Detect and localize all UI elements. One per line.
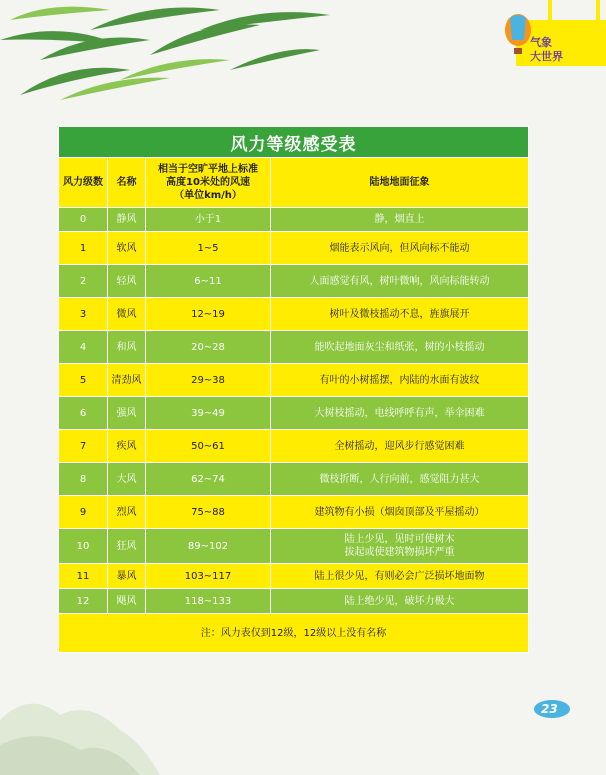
wind-description-cell: 微枝折断，人行向前，感觉阻力甚大 xyxy=(271,463,529,496)
wind-speed-cell: 62~74 xyxy=(146,463,271,496)
header-name: 名称 xyxy=(108,158,146,208)
wind-description-cell xyxy=(271,529,529,564)
wind-description-cell: 有叶的小树摇摆，内陆的水面有波纹 xyxy=(271,364,529,397)
header-phenomena: 陆地地面征象 xyxy=(271,158,529,208)
wind-description-line2: 拔起或使建筑物损坏严重 xyxy=(344,547,455,558)
table-header-row xyxy=(59,158,529,208)
wind-name-cell: 静风 xyxy=(108,208,146,232)
header-speed xyxy=(146,158,271,208)
wind-description-cell: 能吹起地面灰尘和纸张，树的小枝摇动 xyxy=(271,331,529,364)
wind-speed-cell: 75~88 xyxy=(146,496,271,529)
wind-description-cell: 陆上很少见，有则必会广泛损坏地面物 xyxy=(271,564,529,589)
wind-name-cell: 疾风 xyxy=(108,430,146,463)
wind-level-cell: 5 xyxy=(59,364,108,397)
wind-name-cell: 轻风 xyxy=(108,265,146,298)
wind-scale-table xyxy=(58,126,529,653)
wind-name-cell: 暴风 xyxy=(108,564,146,589)
willow-leaves-decoration xyxy=(0,0,340,110)
wind-name-cell: 飓风 xyxy=(108,589,146,614)
wind-speed-cell: 103~117 xyxy=(146,564,271,589)
wind-name-cell: 清劲风 xyxy=(108,364,146,397)
wind-speed-cell: 小于1 xyxy=(146,208,271,232)
mountain-decoration xyxy=(0,680,160,775)
wind-level-cell: 7 xyxy=(59,430,108,463)
wind-speed-cell: 20~28 xyxy=(146,331,271,364)
table-row xyxy=(59,232,529,265)
wind-speed-cell: 6~11 xyxy=(146,265,271,298)
wind-description-cell: 人面感觉有风，树叶微响，风向标能转动 xyxy=(271,265,529,298)
wind-description-cell: 建筑物有小损（烟囱顶部及平屋摇动） xyxy=(271,496,529,529)
table-row xyxy=(59,430,529,463)
wind-level-cell: 11 xyxy=(59,564,108,589)
wind-level-cell: 3 xyxy=(59,298,108,331)
table-row xyxy=(59,265,529,298)
wind-description-line1: 陆上少见，见时可使树木 xyxy=(344,534,455,545)
table-row xyxy=(59,496,529,529)
wind-level-cell: 2 xyxy=(59,265,108,298)
header-level: 风力级数 xyxy=(59,158,108,208)
wind-description-cell: 静，烟直上 xyxy=(271,208,529,232)
wind-speed-cell: 39~49 xyxy=(146,397,271,430)
wind-speed-cell: 118~133 xyxy=(146,589,271,614)
table-note-row xyxy=(59,614,529,653)
wind-description-cell: 烟能表示风向，但风向标不能动 xyxy=(271,232,529,265)
wind-name-cell: 强风 xyxy=(108,397,146,430)
table-note: 注：风力表仅到12级，12级以上没有名称 xyxy=(59,614,529,653)
wind-name-cell: 烈风 xyxy=(108,496,146,529)
table-title: 风力等级感受表 xyxy=(59,127,529,158)
wind-description-cell: 陆上绝少见，破坏力极大 xyxy=(271,589,529,614)
corner-tag-label xyxy=(530,36,563,64)
wind-description-cell: 树叶及微枝摇动不息，旌旗展开 xyxy=(271,298,529,331)
wind-level-cell: 6 xyxy=(59,397,108,430)
wind-level-cell: 4 xyxy=(59,331,108,364)
table-row xyxy=(59,529,529,564)
wind-level-cell: 10 xyxy=(59,529,108,564)
wind-name-cell: 微风 xyxy=(108,298,146,331)
table-row xyxy=(59,364,529,397)
wind-speed-cell: 89~102 xyxy=(146,529,271,564)
page-number: 23 xyxy=(541,702,558,716)
corner-tag-line2: 大世界 xyxy=(530,50,563,63)
table-row xyxy=(59,208,529,232)
header-speed-line3: （单位km/h） xyxy=(174,190,242,201)
table-title-row xyxy=(59,127,529,158)
wind-level-cell: 9 xyxy=(59,496,108,529)
wind-speed-cell: 29~38 xyxy=(146,364,271,397)
wind-level-cell: 0 xyxy=(59,208,108,232)
wind-name-cell: 狂风 xyxy=(108,529,146,564)
corner-tag-line1: 气象 xyxy=(530,36,552,49)
wind-description-cell: 大树枝摇动，电线呼呼有声，举伞困难 xyxy=(271,397,529,430)
table-row xyxy=(59,564,529,589)
wind-speed-cell: 1~5 xyxy=(146,232,271,265)
table-row xyxy=(59,298,529,331)
table-row xyxy=(59,397,529,430)
table-row xyxy=(59,589,529,614)
table-row xyxy=(59,331,529,364)
wind-name-cell: 软风 xyxy=(108,232,146,265)
wind-level-cell: 8 xyxy=(59,463,108,496)
wind-level-cell: 12 xyxy=(59,589,108,614)
wind-speed-cell: 50~61 xyxy=(146,430,271,463)
wind-level-cell: 1 xyxy=(59,232,108,265)
wind-name-cell: 和风 xyxy=(108,331,146,364)
wind-name-cell: 大风 xyxy=(108,463,146,496)
wind-description-cell: 全树摇动，迎风步行感觉困难 xyxy=(271,430,529,463)
wind-speed-cell: 12~19 xyxy=(146,298,271,331)
header-speed-line2: 高度10米处的风速 xyxy=(166,177,250,188)
header-speed-line1: 相当于空旷平地上标准 xyxy=(158,164,258,175)
table-row xyxy=(59,463,529,496)
